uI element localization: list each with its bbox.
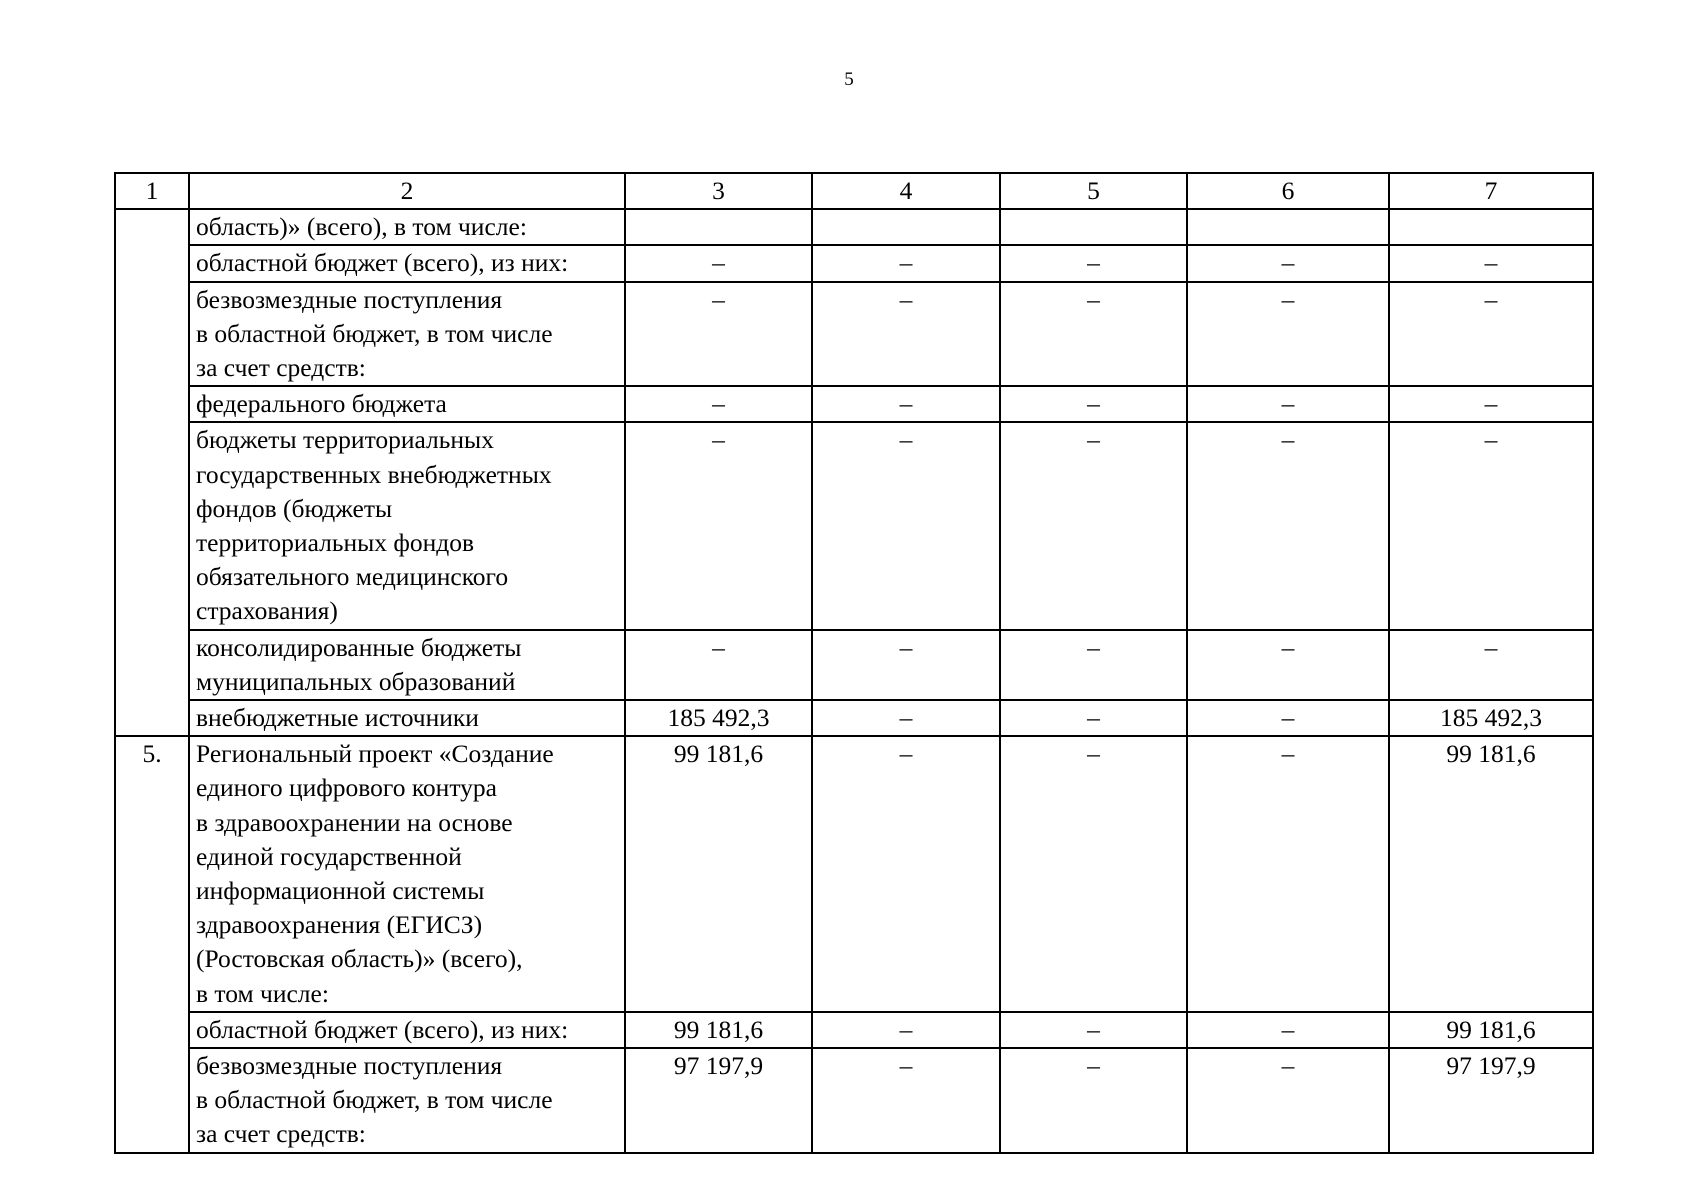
- value-col-7: 185 492,3: [1389, 700, 1593, 736]
- row-index-cell: [115, 209, 189, 736]
- header-col-7: 7: [1389, 173, 1593, 209]
- row-name-line: информационной системы: [196, 876, 485, 906]
- value-col-7: –: [1389, 386, 1593, 422]
- header-col-2: 2: [189, 173, 625, 209]
- row-name-line: единой государственной: [196, 841, 462, 871]
- value-col-5: –: [1000, 1012, 1187, 1048]
- table-row: [115, 630, 1593, 700]
- row-name-cell: [189, 209, 625, 245]
- row-name-line: федерального бюджета: [196, 389, 447, 419]
- value-col-7: –: [1389, 245, 1593, 281]
- row-name-line: за счет средств:: [196, 353, 366, 383]
- value-col-4: –: [812, 736, 1000, 1012]
- row-name-line: безвозмездные поступления: [196, 284, 503, 314]
- value-col-6: –: [1187, 700, 1389, 736]
- value-col-6: –: [1187, 1012, 1389, 1048]
- row-name-cell: [189, 1048, 625, 1153]
- row-name-cell: [189, 245, 625, 281]
- value-col-6: –: [1187, 1048, 1389, 1153]
- row-name-line: область)» (всего), в том числе:: [196, 212, 527, 242]
- row-name-line: областной бюджет (всего), из них:: [196, 1014, 569, 1044]
- value-col-5: –: [1000, 736, 1187, 1012]
- value-col-7: [1389, 209, 1593, 245]
- table-header-row: [115, 173, 1593, 209]
- value-col-4: –: [812, 386, 1000, 422]
- row-name-line: безвозмездные поступления: [196, 1051, 503, 1081]
- row-name-line: обязательного медицинского: [196, 562, 509, 592]
- row-name-cell: [189, 630, 625, 700]
- value-col-3: –: [625, 245, 812, 281]
- value-col-5: –: [1000, 630, 1187, 700]
- value-col-3: –: [625, 422, 812, 629]
- row-index-cell: 5.: [115, 736, 189, 1152]
- value-col-7: 97 197,9: [1389, 1048, 1593, 1153]
- value-col-4: –: [812, 700, 1000, 736]
- header-col-3: 3: [625, 173, 812, 209]
- value-col-5: –: [1000, 282, 1187, 387]
- table-row: [115, 282, 1593, 387]
- row-name-line: страхования): [196, 596, 338, 626]
- header-col-4: 4: [812, 173, 1000, 209]
- value-col-5: [1000, 209, 1187, 245]
- row-name-line: внебюджетные источники: [196, 703, 479, 733]
- row-name-line: муниципальных образований: [196, 666, 516, 696]
- row-name-cell: [189, 386, 625, 422]
- row-name-line: (Ростовская область)» (всего),: [196, 944, 523, 974]
- value-col-4: –: [812, 422, 1000, 629]
- value-col-5: –: [1000, 1048, 1187, 1153]
- table-row: [115, 422, 1593, 629]
- value-col-3: 185 492,3: [625, 700, 812, 736]
- row-name-line: здравоохранения (ЕГИСЗ): [196, 910, 483, 940]
- value-col-6: –: [1187, 245, 1389, 281]
- value-col-7: –: [1389, 282, 1593, 387]
- value-col-6: [1187, 209, 1389, 245]
- row-name-cell: [189, 282, 625, 387]
- table-row: [115, 209, 1593, 245]
- value-col-6: –: [1187, 386, 1389, 422]
- value-col-4: –: [812, 1048, 1000, 1153]
- row-name-cell: [189, 422, 625, 629]
- table-row: [115, 1048, 1593, 1153]
- row-name-line: бюджеты территориальных: [196, 425, 494, 455]
- row-name-cell: [189, 1012, 625, 1048]
- value-col-6: –: [1187, 736, 1389, 1012]
- row-name-line: государственных внебюджетных: [196, 459, 552, 489]
- budget-table: [114, 172, 1594, 1154]
- table-row: [115, 245, 1593, 281]
- value-col-3: –: [625, 386, 812, 422]
- page-number: 5: [844, 69, 854, 90]
- value-col-3: [625, 209, 812, 245]
- header-col-1: 1: [115, 173, 189, 209]
- row-name-line: в областной бюджет, в том числе: [196, 318, 553, 348]
- row-name-cell: [189, 700, 625, 736]
- value-col-4: [812, 209, 1000, 245]
- table-row: [115, 700, 1593, 736]
- row-name-line: в областной бюджет, в том числе: [196, 1085, 553, 1115]
- value-col-3: 99 181,6: [625, 1012, 812, 1048]
- value-col-3: –: [625, 282, 812, 387]
- value-col-3: 99 181,6: [625, 736, 812, 1012]
- row-name-line: в здравоохранении на основе: [196, 807, 513, 837]
- value-col-4: –: [812, 1012, 1000, 1048]
- value-col-6: –: [1187, 422, 1389, 629]
- row-name-line: областной бюджет (всего), из них:: [196, 248, 569, 278]
- value-col-7: 99 181,6: [1389, 1012, 1593, 1048]
- row-name-line: Региональный проект «Создание: [196, 739, 554, 769]
- value-col-6: –: [1187, 630, 1389, 700]
- value-col-5: –: [1000, 700, 1187, 736]
- value-col-5: –: [1000, 386, 1187, 422]
- table-row: [115, 736, 1593, 1012]
- row-name-cell: [189, 736, 625, 1012]
- table-row: [115, 386, 1593, 422]
- value-col-6: –: [1187, 282, 1389, 387]
- value-col-7: –: [1389, 422, 1593, 629]
- row-name-line: фондов (бюджеты: [196, 493, 393, 523]
- row-name-line: в том числе:: [196, 978, 329, 1008]
- value-col-5: –: [1000, 422, 1187, 629]
- value-col-3: 97 197,9: [625, 1048, 812, 1153]
- table-row: [115, 1012, 1593, 1048]
- value-col-5: –: [1000, 245, 1187, 281]
- value-col-4: –: [812, 245, 1000, 281]
- row-name-line: единого цифрового контура: [196, 773, 497, 803]
- row-name-line: консолидированные бюджеты: [196, 632, 522, 662]
- value-col-7: –: [1389, 630, 1593, 700]
- header-col-5: 5: [1000, 173, 1187, 209]
- value-col-4: –: [812, 630, 1000, 700]
- row-name-line: территориальных фондов: [196, 528, 475, 558]
- value-col-4: –: [812, 282, 1000, 387]
- row-name-line: за счет средств:: [196, 1119, 366, 1149]
- value-col-7: 99 181,6: [1389, 736, 1593, 1012]
- value-col-3: –: [625, 630, 812, 700]
- header-col-6: 6: [1187, 173, 1389, 209]
